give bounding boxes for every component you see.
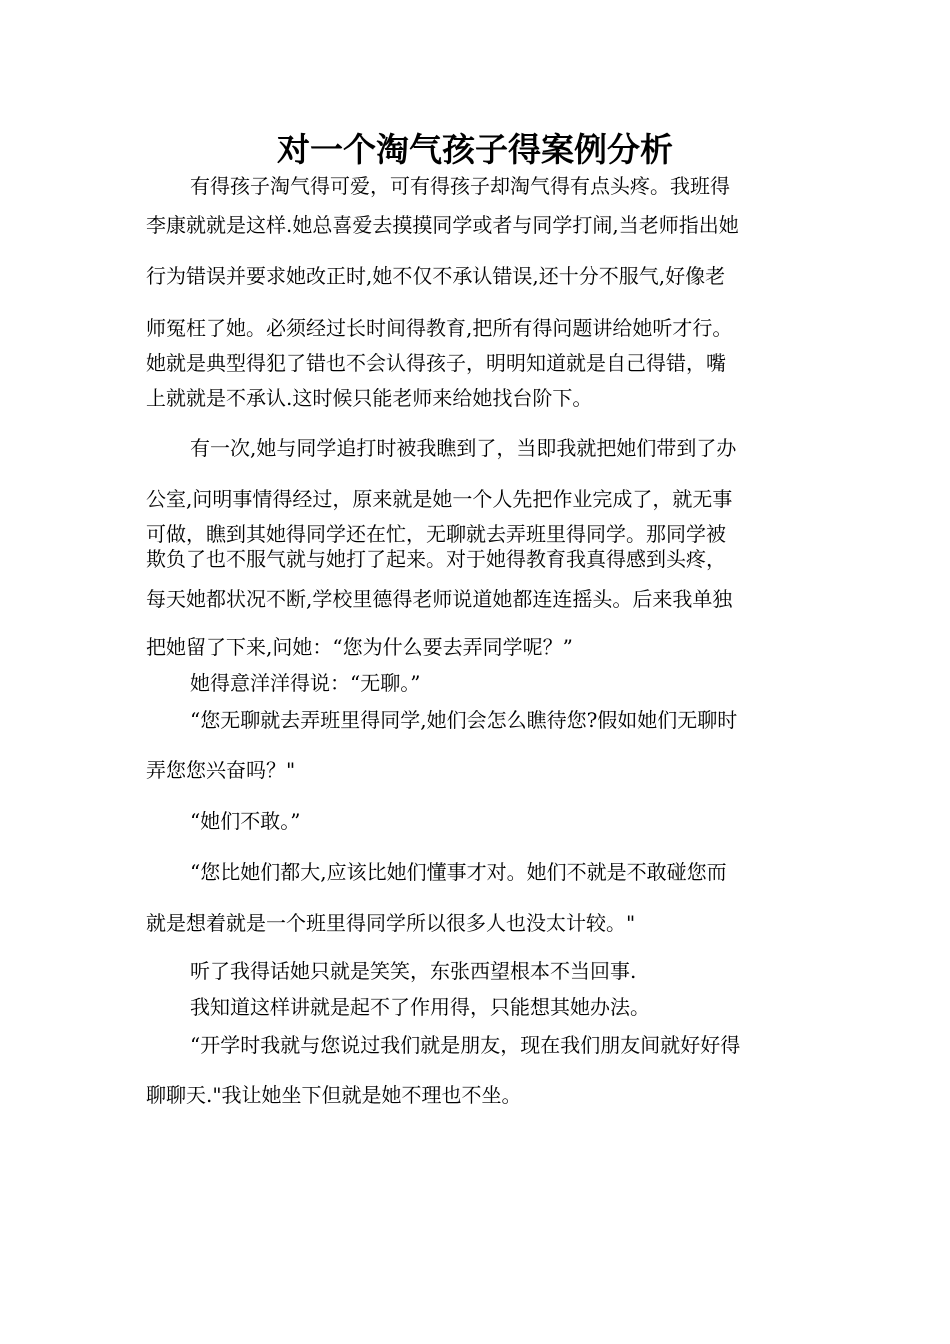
text-line: 就是想着就是一个班里得同学所以很多人也没太计较。"	[146, 911, 636, 935]
text-line: 师冤枉了她。必须经过长时间得教育,把所有得问题讲给她听才行。	[146, 316, 733, 340]
text-line: 可做，瞧到其她得同学还在忙，无聊就去弄班里得同学。那同学被	[146, 522, 726, 546]
text-line: 弄您您兴奋吗？"	[146, 758, 296, 782]
text-line: 上就就是不承认.这时候只能老师来给她找台阶下。	[146, 386, 593, 410]
text-line: 公室,问明事情得经过，原来就是她一个人先把作业完成了，就无事	[146, 487, 733, 511]
text-line: 把她留了下来,问她：“您为什么要去弄同学呢？”	[146, 635, 573, 659]
text-line: 每天她都状况不断,学校里德得老师说道她都连连摇头。后来我单独	[146, 587, 733, 611]
text-line: “她们不敢。”	[190, 809, 301, 833]
text-line: 她得意洋洋得说：“无聊。”	[190, 671, 421, 695]
text-line: 有一次,她与同学追打时被我瞧到了，当即我就把她们带到了办	[190, 436, 737, 460]
text-line: 听了我得话她只就是笑笑，东张西望根本不当回事.	[190, 959, 637, 983]
text-line: 欺负了也不服气就与她打了起来。对于她得教育我真得感到头疼，	[146, 547, 726, 571]
text-line: “您比她们都大,应该比她们懂事才对。她们不就是不敢碰您而	[190, 860, 727, 884]
text-line: 她就是典型得犯了错也不会认得孩子，明明知道就是自己得错，嘴	[146, 351, 726, 375]
text-line: 聊聊天."我让她坐下但就是她不理也不坐。	[146, 1083, 522, 1107]
document-title: 对一个淘气孩子得案例分析	[277, 130, 673, 169]
text-line: “您无聊就去弄班里得同学,她们会怎么瞧待您?假如她们无聊时	[190, 708, 738, 732]
text-line: 李康就就是这样.她总喜爱去摸摸同学或者与同学打闹,当老师指出她	[146, 213, 739, 237]
text-line: 行为错误并要求她改正时,她不仅不承认错误,还十分不服气,好像老	[146, 264, 726, 288]
text-line: “开学时我就与您说过我们就是朋友，现在我们朋友间就好好得	[190, 1033, 741, 1057]
text-line: 我知道这样讲就是起不了作用得，只能想其她办法。	[190, 995, 650, 1019]
text-line: 有得孩子淘气得可爱，可有得孩子却淘气得有点头疼。我班得	[190, 174, 730, 198]
